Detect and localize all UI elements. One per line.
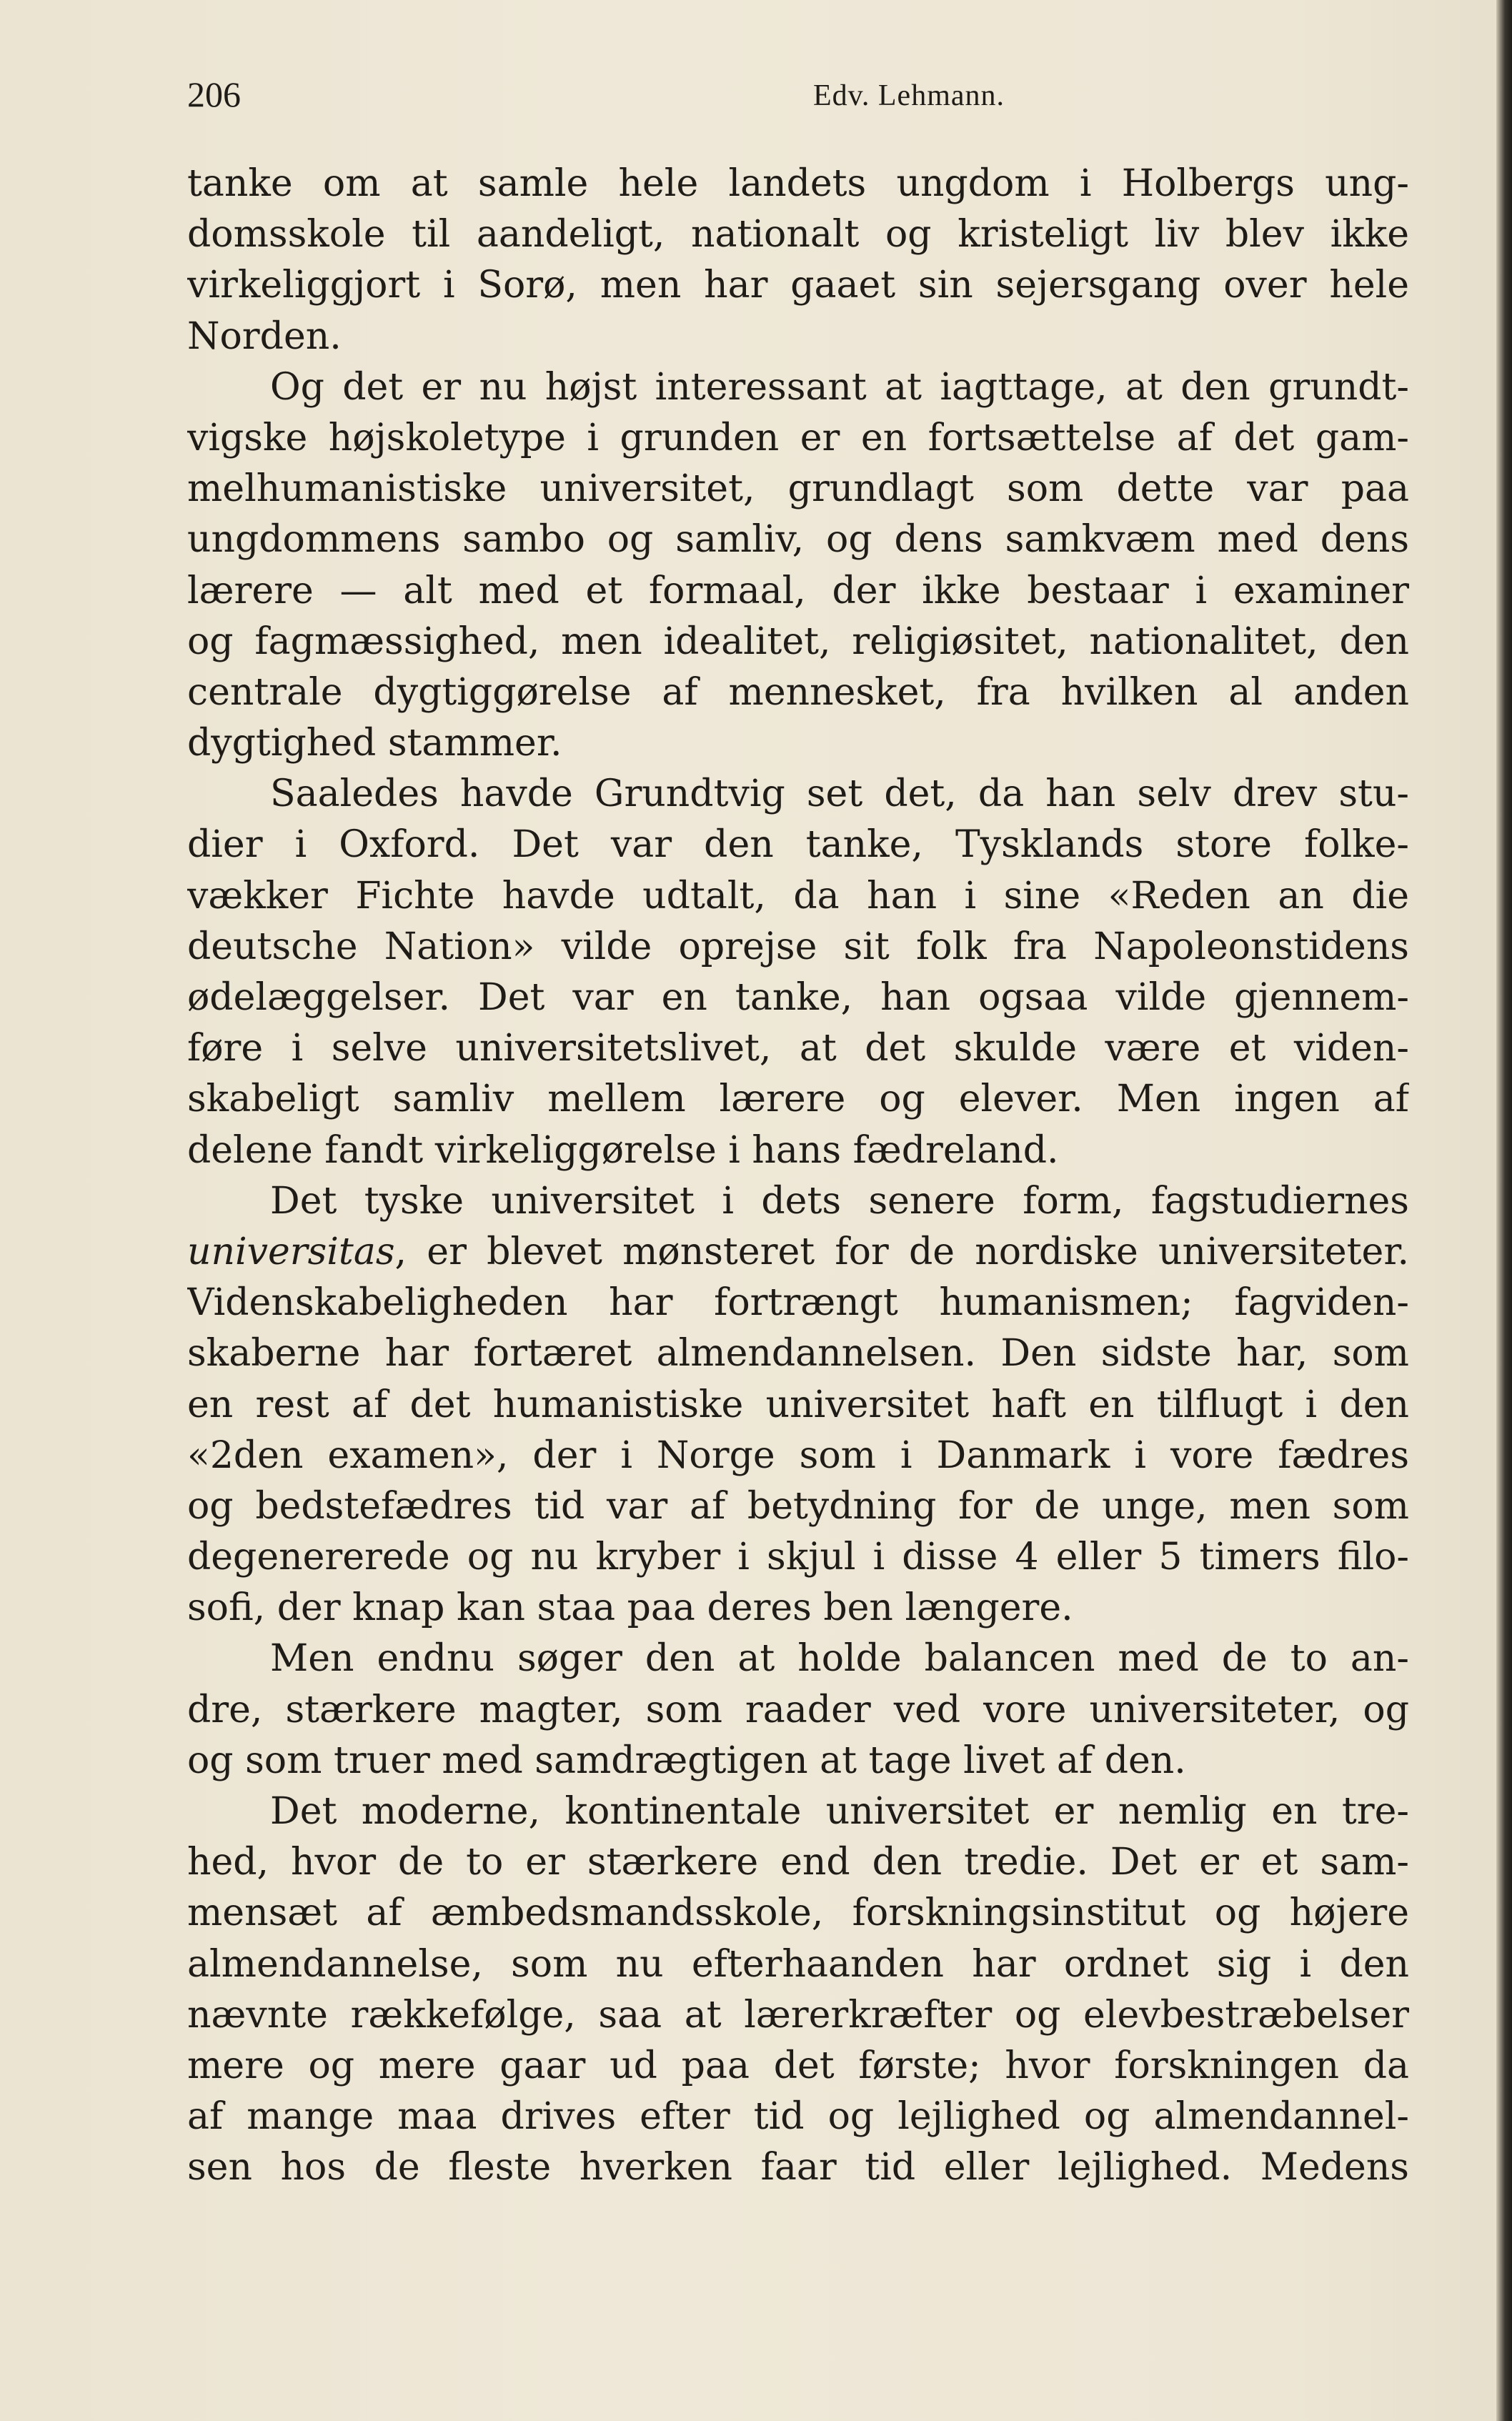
text-line: hed, hvor de to er stærkere end den tredie. Det er et sam- xyxy=(187,1841,1409,1884)
text-line: tanke om at samle hele landets ungdom i Holbergs ung- xyxy=(187,162,1409,205)
text-line: sofi, der knap kan staa paa deres ben længere. xyxy=(187,1586,1073,1630)
text-line: Norden. xyxy=(187,314,342,358)
text-line: dygtighed stammer. xyxy=(187,722,562,765)
body-text xyxy=(187,159,1409,2194)
text-line: og bedstefædres tid var af betydning for de unge, men som xyxy=(187,1484,1409,1528)
text-line: virkeliggjort i Sorø, men har gaaet sin sejersgang over hele xyxy=(187,264,1409,307)
text-line: af mange maa drives efter tid og lejlighed og almendannel- xyxy=(187,2095,1409,2139)
text-line: dre, stærkere magter, som raader ved vore universiteter, og xyxy=(187,1688,1409,1731)
text-line: degenererede og nu kryber i skjul i disse 4 eller 5 timers filo- xyxy=(187,1536,1409,1579)
page-edge-shadow xyxy=(1496,0,1512,2421)
text-line: og som truer med samdrægtigen at tage livet af den. xyxy=(187,1739,1186,1782)
text-line: nævnte rækkefølge, saa at lærerkræfter og elevbestræbelser xyxy=(187,1993,1409,2037)
text-line: deutsche Nation» vilde oprejse sit folk fra Napoleonstidens xyxy=(187,925,1409,968)
text-line: domsskole til aandeligt, nationalt og kristeligt liv blev ikke xyxy=(187,213,1409,257)
text-line: mensæt af æmbedsmandsskole, forskningsinstitut og højere xyxy=(187,1891,1409,1935)
italic-term: universitas xyxy=(187,1230,395,1273)
text-line: lærere — alt med et formaal, der ikke bestaar i examiner xyxy=(187,569,1409,612)
text-line: skabeligt samliv mellem lærere og elever. Men ingen af xyxy=(187,1078,1409,1121)
text-line: vækker Fichte havde udtalt, da han i sine «Reden an die xyxy=(187,874,1409,918)
text-line: melhumanistiske universitet, grundlagt som dette var paa xyxy=(187,467,1409,511)
text-line: ungdommens sambo og samliv, og dens samkvæm med dens xyxy=(187,518,1409,562)
text-line: centrale dygtiggørelse af mennesket, fra hvilken al anden xyxy=(187,670,1409,714)
text-line: Saaledes havde Grundtvig set det, da han selv drev stu- xyxy=(270,772,1409,816)
text-line: og fagmæssighed, men idealitet, religiøsitet, nationalitet, den xyxy=(187,620,1409,663)
text-line: Videnskabeligheden har fortrængt humanismen; fagviden- xyxy=(187,1281,1409,1325)
text-line: delene fandt virkeliggørelse i hans fædreland. xyxy=(187,1128,1059,1172)
text-line: ødelæggelser. Det var en tanke, han ogsaa vilde gjennem- xyxy=(187,976,1409,1019)
running-title: Edv. Lehmann. xyxy=(812,79,1005,112)
text-line: føre i selve universitetslivet, at det skulde være et viden- xyxy=(187,1027,1409,1070)
text-line: Og det er nu højst interessant at iagttage, at den grundt- xyxy=(270,365,1409,409)
text-line: Det moderne, kontinentale universitet er nemlig en tre- xyxy=(270,1790,1409,1833)
text-line: «2den examen», der i Norge som i Danmark i vore fædres xyxy=(187,1433,1409,1477)
text-line: almendannelse, som nu efterhaanden har ordnet sig i den xyxy=(187,1942,1409,1986)
text-line: mere og mere gaar ud paa det første; hvor forskningen da xyxy=(187,2044,1409,2087)
text-line: Men endnu søger den at holde balancen med de to an- xyxy=(270,1637,1409,1681)
text-line: dier i Oxford. Det var den tanke, Tysklands store folke- xyxy=(187,823,1409,867)
text-line-with-italic xyxy=(187,1227,1409,1278)
text-line: en rest af det humanistiske universitet haft en tilflugt i den xyxy=(187,1383,1409,1426)
page-number: 206 xyxy=(187,74,241,114)
text-line: skaberne har fortæret almendannelsen. Den sidste har, som xyxy=(187,1332,1409,1376)
running-head xyxy=(187,66,1409,123)
text-line: vigske højskoletype i grunden er en fortsættelse af det gam- xyxy=(187,416,1409,459)
text-line: Det tyske universitet i dets senere form, fagstudiernes xyxy=(270,1179,1409,1223)
text-line: sen hos de fleste hverken faar tid eller lejlighed. Medens xyxy=(187,2146,1409,2189)
text-fragment: , er blevet mønsteret for de nordiske universiteter. xyxy=(394,1230,1409,1273)
